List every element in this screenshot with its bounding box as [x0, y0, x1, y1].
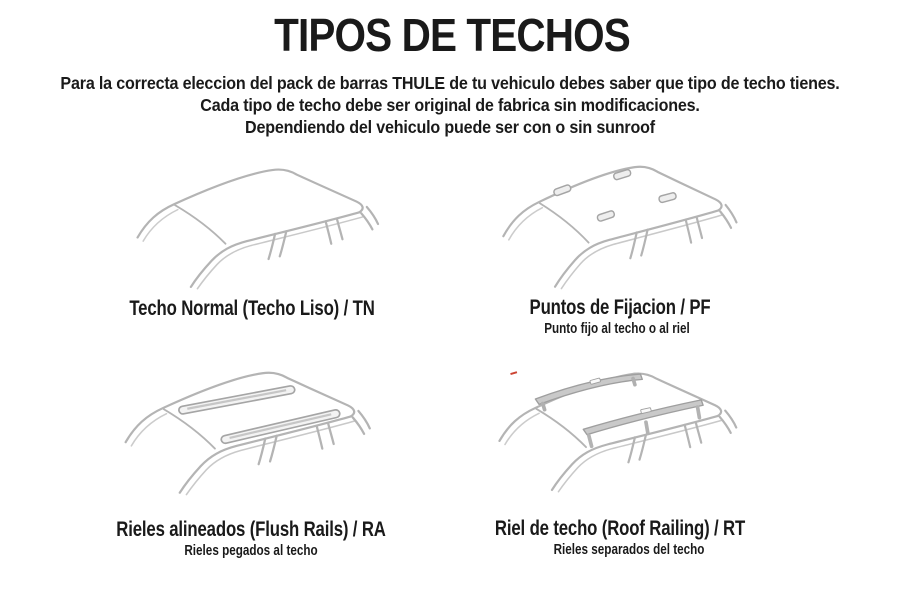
raised-rails: [511, 372, 704, 446]
roof-type-sublabel-ra: Rieles pegados al techo: [184, 542, 318, 559]
page-title: TIPOS DE TECHOS: [274, 9, 630, 61]
roof-type-label-pf: Puntos de Fijacion / PF: [529, 295, 711, 319]
fixpoint-pads: [553, 169, 677, 222]
roof-type-sublabel-rt: Rieles separados del techo: [553, 541, 705, 558]
roof-type-label-rt: Riel de techo (Roof Railing) / RT: [494, 516, 746, 540]
intro-line-1: Para la correcta eleccion del pack de barras THULE de tu vehiculo debes saber que tipo de techo tienes.: [60, 73, 840, 93]
roof-type-label-ra: Rieles alineados (Flush Rails) / RA: [116, 517, 386, 541]
intro-line-3: Dependiendo del vehiculo puede ser con o sin sunroof: [245, 117, 655, 137]
roof-type-sublabel-pf: Punto fijo al techo o al riel: [544, 320, 690, 337]
fixpoint-roof-illustration: [497, 159, 751, 295]
roof-type-label-tn: Techo Normal (Techo Liso) / TN: [129, 296, 375, 320]
flush-rails: [178, 385, 340, 444]
raised-rails-roof-illustration: [493, 366, 751, 498]
red-speck: [511, 372, 517, 374]
flush-rails-roof-illustration: [119, 365, 385, 501]
intro-line-2: Cada tipo de techo debe ser original de fabrica sin modificaciones.: [200, 95, 700, 115]
plain-roof-illustration: [131, 162, 393, 295]
